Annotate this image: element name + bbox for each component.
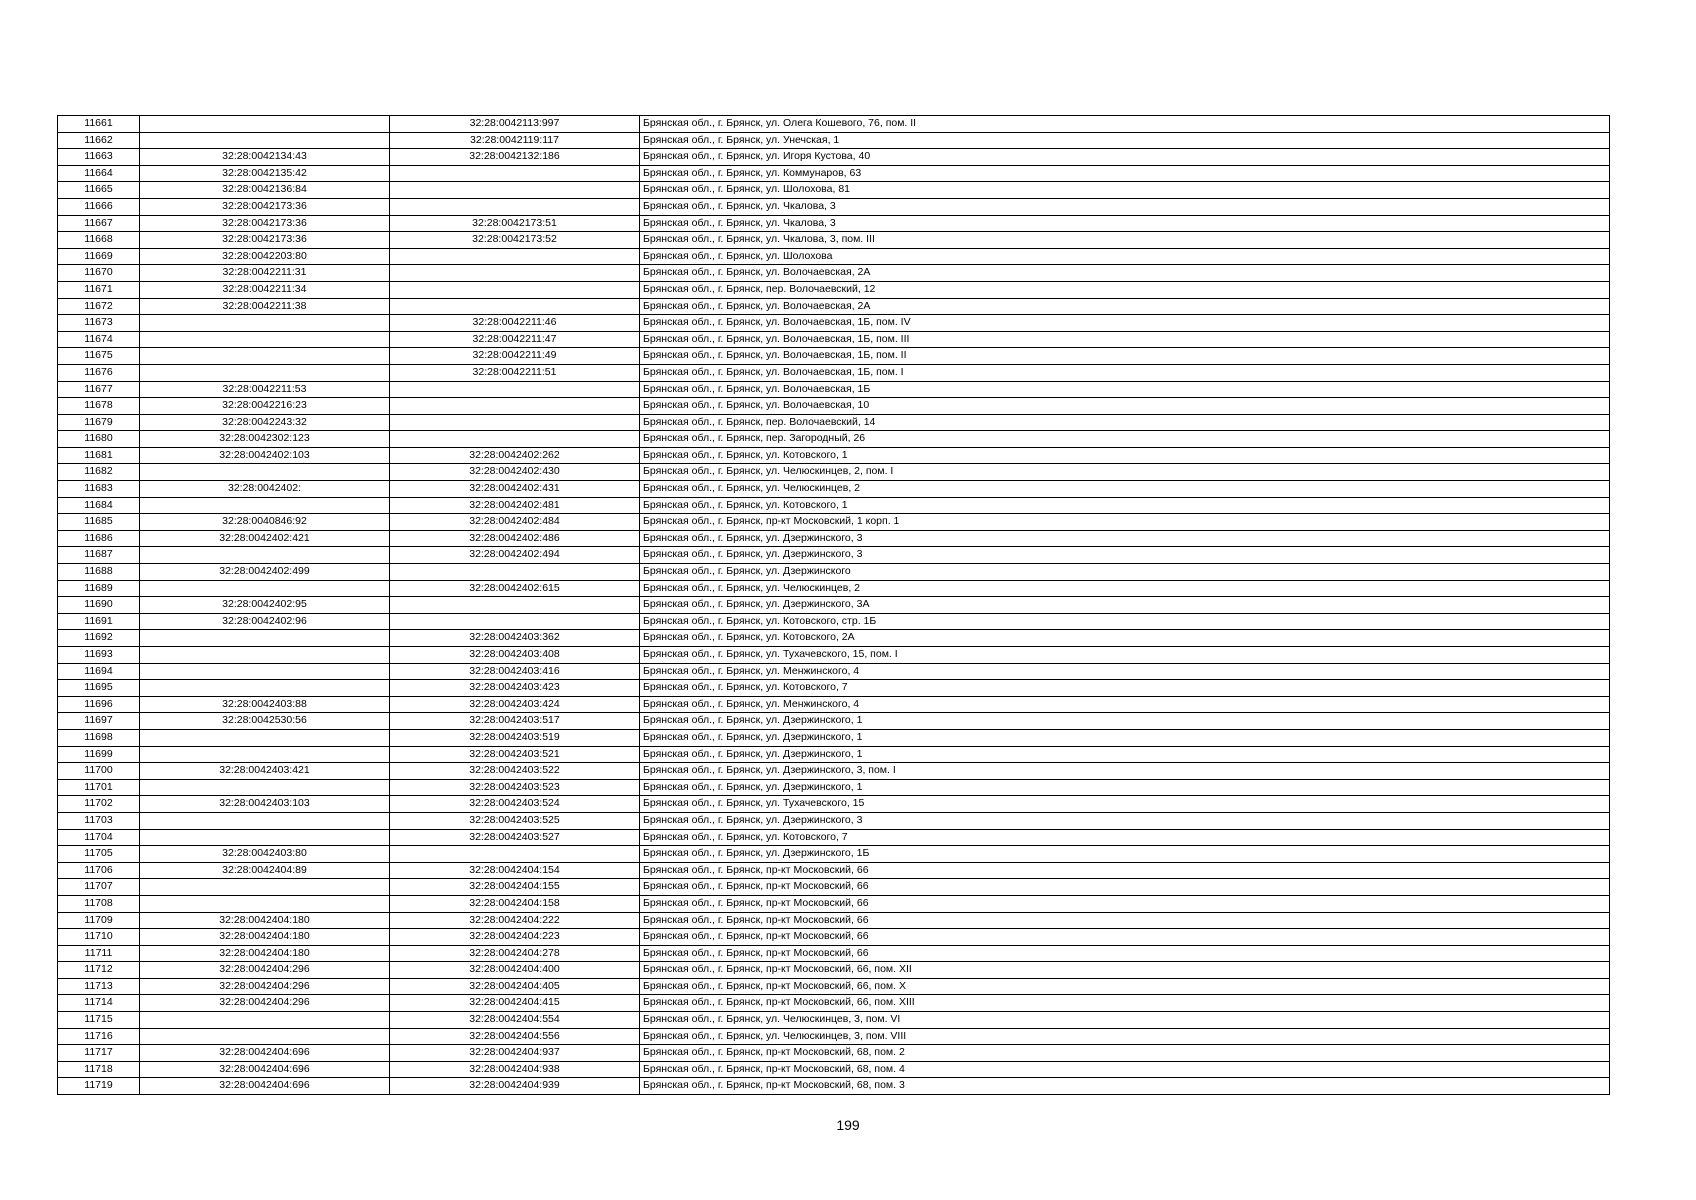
- object-cadastral-number-cell: 32:28:0042403:416: [390, 663, 640, 680]
- table-row: [58, 1045, 1610, 1062]
- table-row: [58, 1028, 1610, 1045]
- row-number-cell: 11684: [58, 497, 140, 514]
- row-number-cell: 11705: [58, 846, 140, 863]
- address-cell: Брянская обл., г. Брянск, ул. Менжинского, 4: [640, 696, 1610, 713]
- table-row: [58, 530, 1610, 547]
- table-row: [58, 929, 1610, 946]
- table-row: [58, 812, 1610, 829]
- row-number-cell: 11715: [58, 1012, 140, 1029]
- table-row: [58, 580, 1610, 597]
- row-number-cell: 11699: [58, 746, 140, 763]
- land-plot-cadastral-number-cell: 32:28:0042530:56: [140, 713, 390, 730]
- land-plot-cadastral-number-cell: 32:28:0042211:53: [140, 381, 390, 398]
- row-number-cell: 11709: [58, 912, 140, 929]
- address-cell: Брянская обл., г. Брянск, пер. Загородный, 26: [640, 431, 1610, 448]
- table-row: [58, 182, 1610, 199]
- object-cadastral-number-cell: 32:28:0042402:484: [390, 514, 640, 531]
- address-cell: Брянская обл., г. Брянск, ул. Котовского, 7: [640, 829, 1610, 846]
- address-cell: Брянская обл., г. Брянск, пр-кт Московский, 66: [640, 912, 1610, 929]
- land-plot-cadastral-number-cell: 32:28:0040846:92: [140, 514, 390, 531]
- object-cadastral-number-cell: 32:28:0042403:522: [390, 763, 640, 780]
- land-plot-cadastral-number-cell: 32:28:0042402:96: [140, 613, 390, 630]
- address-cell: Брянская обл., г. Брянск, ул. Челюскинцев, 3, пом. VI: [640, 1012, 1610, 1029]
- table-row: [58, 829, 1610, 846]
- land-plot-cadastral-number-cell: 32:28:0042135:42: [140, 165, 390, 182]
- land-plot-cadastral-number-cell: 32:28:0042403:421: [140, 763, 390, 780]
- address-cell: Брянская обл., г. Брянск, ул. Волочаевская, 2А: [640, 265, 1610, 282]
- address-cell: Брянская обл., г. Брянск, ул. Дзержинского, 3, пом. I: [640, 763, 1610, 780]
- land-plot-cadastral-number-cell: [140, 879, 390, 896]
- table-row: [58, 464, 1610, 481]
- land-plot-cadastral-number-cell: 32:28:0042403:88: [140, 696, 390, 713]
- land-plot-cadastral-number-cell: [140, 746, 390, 763]
- table-row: [58, 132, 1610, 149]
- land-plot-cadastral-number-cell: [140, 464, 390, 481]
- object-cadastral-number-cell: [390, 597, 640, 614]
- address-cell: Брянская обл., г. Брянск, ул. Чкалова, 3: [640, 198, 1610, 215]
- row-number-cell: 11697: [58, 713, 140, 730]
- object-cadastral-number-cell: 32:28:0042211:46: [390, 315, 640, 332]
- object-cadastral-number-cell: 32:28:0042402:262: [390, 447, 640, 464]
- address-cell: Брянская обл., г. Брянск, ул. Дзержинского: [640, 564, 1610, 581]
- row-number-cell: 11695: [58, 680, 140, 697]
- row-number-cell: 11711: [58, 945, 140, 962]
- address-cell: Брянская обл., г. Брянск, пр-кт Московский, 66: [640, 929, 1610, 946]
- land-plot-cadastral-number-cell: [140, 348, 390, 365]
- table-row: [58, 547, 1610, 564]
- row-number-cell: 11688: [58, 564, 140, 581]
- table-row: [58, 447, 1610, 464]
- object-cadastral-number-cell: 32:28:0042132:186: [390, 149, 640, 166]
- row-number-cell: 11679: [58, 414, 140, 431]
- row-number-cell: 11663: [58, 149, 140, 166]
- row-number-cell: 11708: [58, 895, 140, 912]
- object-cadastral-number-cell: 32:28:0042211:47: [390, 331, 640, 348]
- object-cadastral-number-cell: [390, 248, 640, 265]
- table-row: [58, 348, 1610, 365]
- land-plot-cadastral-number-cell: [140, 497, 390, 514]
- object-cadastral-number-cell: 32:28:0042402:486: [390, 530, 640, 547]
- table-row: [58, 1078, 1610, 1095]
- object-cadastral-number-cell: 32:28:0042173:52: [390, 232, 640, 249]
- object-cadastral-number-cell: [390, 265, 640, 282]
- row-number-cell: 11685: [58, 514, 140, 531]
- address-cell: Брянская обл., г. Брянск, ул. Дзержинского, 3: [640, 530, 1610, 547]
- table-row: [58, 364, 1610, 381]
- row-number-cell: 11694: [58, 663, 140, 680]
- table-row: [58, 912, 1610, 929]
- land-plot-cadastral-number-cell: 32:28:0042173:36: [140, 198, 390, 215]
- object-cadastral-number-cell: 32:28:0042404:278: [390, 945, 640, 962]
- land-plot-cadastral-number-cell: 32:28:0042173:36: [140, 215, 390, 232]
- table-row: [58, 613, 1610, 630]
- row-number-cell: 11696: [58, 696, 140, 713]
- row-number-cell: 11691: [58, 613, 140, 630]
- object-cadastral-number-cell: 32:28:0042404:938: [390, 1061, 640, 1078]
- table-row: [58, 663, 1610, 680]
- land-plot-cadastral-number-cell: [140, 132, 390, 149]
- address-cell: Брянская обл., г. Брянск, ул. Котовского, 7: [640, 680, 1610, 697]
- object-cadastral-number-cell: [390, 381, 640, 398]
- row-number-cell: 11668: [58, 232, 140, 249]
- object-cadastral-number-cell: 32:28:0042404:405: [390, 978, 640, 995]
- table-row: [58, 995, 1610, 1012]
- address-cell: Брянская обл., г. Брянск, ул. Дзержинского, 3: [640, 547, 1610, 564]
- row-number-cell: 11710: [58, 929, 140, 946]
- land-plot-cadastral-number-cell: 32:28:0042403:80: [140, 846, 390, 863]
- land-plot-cadastral-number-cell: [140, 779, 390, 796]
- address-cell: Брянская обл., г. Брянск, ул. Котовского, стр. 1Б: [640, 613, 1610, 630]
- row-number-cell: 11673: [58, 315, 140, 332]
- row-number-cell: 11704: [58, 829, 140, 846]
- address-cell: Брянская обл., г. Брянск, пер. Волочаевский, 14: [640, 414, 1610, 431]
- land-plot-cadastral-number-cell: 32:28:0042211:38: [140, 298, 390, 315]
- row-number-cell: 11665: [58, 182, 140, 199]
- object-cadastral-number-cell: [390, 414, 640, 431]
- table-row: [58, 281, 1610, 298]
- object-cadastral-number-cell: [390, 431, 640, 448]
- land-plot-cadastral-number-cell: 32:28:0042243:32: [140, 414, 390, 431]
- land-plot-cadastral-number-cell: 32:28:0042402:: [140, 481, 390, 498]
- object-cadastral-number-cell: [390, 398, 640, 415]
- address-cell: Брянская обл., г. Брянск, ул. Челюскинцев, 2, пом. I: [640, 464, 1610, 481]
- object-cadastral-number-cell: [390, 281, 640, 298]
- object-cadastral-number-cell: 32:28:0042402:615: [390, 580, 640, 597]
- land-plot-cadastral-number-cell: 32:28:0042404:296: [140, 978, 390, 995]
- object-cadastral-number-cell: 32:28:0042404:223: [390, 929, 640, 946]
- address-cell: Брянская обл., г. Брянск, пер. Волочаевский, 12: [640, 281, 1610, 298]
- table-row: [58, 248, 1610, 265]
- table-row: [58, 962, 1610, 979]
- table-row: [58, 1012, 1610, 1029]
- table-row: [58, 746, 1610, 763]
- land-plot-cadastral-number-cell: 32:28:0042404:180: [140, 929, 390, 946]
- object-cadastral-number-cell: 32:28:0042403:519: [390, 729, 640, 746]
- address-cell: Брянская обл., г. Брянск, ул. Игоря Кустова, 40: [640, 149, 1610, 166]
- table-row: [58, 713, 1610, 730]
- land-plot-cadastral-number-cell: 32:28:0042134:43: [140, 149, 390, 166]
- table-row: [58, 779, 1610, 796]
- land-plot-cadastral-number-cell: 32:28:0042402:421: [140, 530, 390, 547]
- table-row: [58, 165, 1610, 182]
- address-cell: Брянская обл., г. Брянск, ул. Котовского, 1: [640, 497, 1610, 514]
- row-number-cell: 11714: [58, 995, 140, 1012]
- address-cell: Брянская обл., г. Брянск, ул. Чкалова, 3, пом. III: [640, 232, 1610, 249]
- table-row: [58, 630, 1610, 647]
- object-cadastral-number-cell: 32:28:0042403:362: [390, 630, 640, 647]
- land-plot-cadastral-number-cell: 32:28:0042404:296: [140, 995, 390, 1012]
- land-plot-cadastral-number-cell: 32:28:0042402:95: [140, 597, 390, 614]
- table-row: [58, 1061, 1610, 1078]
- row-number-cell: 11682: [58, 464, 140, 481]
- object-cadastral-number-cell: [390, 613, 640, 630]
- land-plot-cadastral-number-cell: [140, 729, 390, 746]
- table-row: [58, 895, 1610, 912]
- table-row: [58, 696, 1610, 713]
- row-number-cell: 11662: [58, 132, 140, 149]
- table-row: [58, 232, 1610, 249]
- land-plot-cadastral-number-cell: 32:28:0042404:696: [140, 1045, 390, 1062]
- table-row: [58, 398, 1610, 415]
- object-cadastral-number-cell: 32:28:0042211:51: [390, 364, 640, 381]
- object-cadastral-number-cell: 32:28:0042404:554: [390, 1012, 640, 1029]
- land-plot-cadastral-number-cell: [140, 580, 390, 597]
- table-row: [58, 215, 1610, 232]
- row-number-cell: 11717: [58, 1045, 140, 1062]
- object-cadastral-number-cell: [390, 182, 640, 199]
- row-number-cell: 11676: [58, 364, 140, 381]
- address-cell: Брянская обл., г. Брянск, ул. Волочаевская, 1Б, пом. III: [640, 331, 1610, 348]
- land-plot-cadastral-number-cell: [140, 364, 390, 381]
- table-row: [58, 315, 1610, 332]
- address-cell: Брянская обл., г. Брянск, ул. Котовского, 2А: [640, 630, 1610, 647]
- row-number-cell: 11675: [58, 348, 140, 365]
- address-cell: Брянская обл., г. Брянск, ул. Челюскинцев, 2: [640, 481, 1610, 498]
- land-plot-cadastral-number-cell: 32:28:0042203:80: [140, 248, 390, 265]
- address-cell: Брянская обл., г. Брянск, пр-кт Московский, 68, пом. 3: [640, 1078, 1610, 1095]
- object-cadastral-number-cell: 32:28:0042403:525: [390, 812, 640, 829]
- row-number-cell: 11689: [58, 580, 140, 597]
- object-cadastral-number-cell: 32:28:0042403:523: [390, 779, 640, 796]
- object-cadastral-number-cell: 32:28:0042404:222: [390, 912, 640, 929]
- row-number-cell: 11692: [58, 630, 140, 647]
- address-cell: Брянская обл., г. Брянск, ул. Волочаевская, 1Б, пом. I: [640, 364, 1610, 381]
- row-number-cell: 11674: [58, 331, 140, 348]
- address-cell: Брянская обл., г. Брянск, пр-кт Московский, 66: [640, 879, 1610, 896]
- land-plot-cadastral-number-cell: [140, 630, 390, 647]
- land-plot-cadastral-number-cell: [140, 663, 390, 680]
- land-plot-cadastral-number-cell: [140, 1028, 390, 1045]
- address-cell: Брянская обл., г. Брянск, ул. Волочаевская, 1Б, пом. II: [640, 348, 1610, 365]
- row-number-cell: 11703: [58, 812, 140, 829]
- row-number-cell: 11702: [58, 796, 140, 813]
- row-number-cell: 11706: [58, 862, 140, 879]
- table-row: [58, 381, 1610, 398]
- table-row: [58, 265, 1610, 282]
- row-number-cell: 11719: [58, 1078, 140, 1095]
- address-cell: Брянская обл., г. Брянск, ул. Дзержинского, 3: [640, 812, 1610, 829]
- object-cadastral-number-cell: 32:28:0042404:158: [390, 895, 640, 912]
- table-row: [58, 729, 1610, 746]
- row-number-cell: 11672: [58, 298, 140, 315]
- land-plot-cadastral-number-cell: [140, 1012, 390, 1029]
- row-number-cell: 11680: [58, 431, 140, 448]
- table-row: [58, 431, 1610, 448]
- object-cadastral-number-cell: [390, 198, 640, 215]
- row-number-cell: 11661: [58, 116, 140, 133]
- land-plot-cadastral-number-cell: 32:28:0042404:180: [140, 912, 390, 929]
- object-cadastral-number-cell: 32:28:0042403:517: [390, 713, 640, 730]
- address-cell: Брянская обл., г. Брянск, пр-кт Московский, 66, пом. X: [640, 978, 1610, 995]
- object-cadastral-number-cell: [390, 846, 640, 863]
- address-cell: Брянская обл., г. Брянск, ул. Дзержинского, 1: [640, 746, 1610, 763]
- address-cell: Брянская обл., г. Брянск, ул. Дзержинского, 1: [640, 729, 1610, 746]
- object-cadastral-number-cell: 32:28:0042403:408: [390, 647, 640, 664]
- address-cell: Брянская обл., г. Брянск, ул. Тухачевского, 15: [640, 796, 1610, 813]
- object-cadastral-number-cell: 32:28:0042113:997: [390, 116, 640, 133]
- land-plot-cadastral-number-cell: [140, 315, 390, 332]
- row-number-cell: 11698: [58, 729, 140, 746]
- table-row: [58, 846, 1610, 863]
- address-cell: Брянская обл., г. Брянск, ул. Волочаевская, 2А: [640, 298, 1610, 315]
- table-row: [58, 116, 1610, 133]
- row-number-cell: 11683: [58, 481, 140, 498]
- land-plot-cadastral-number-cell: 32:28:0042403:103: [140, 796, 390, 813]
- row-number-cell: 11707: [58, 879, 140, 896]
- row-number-cell: 11667: [58, 215, 140, 232]
- address-cell: Брянская обл., г. Брянск, пр-кт Московский, 68, пом. 4: [640, 1061, 1610, 1078]
- table-row: [58, 862, 1610, 879]
- table-row: [58, 763, 1610, 780]
- table-row: [58, 879, 1610, 896]
- land-plot-cadastral-number-cell: [140, 547, 390, 564]
- object-cadastral-number-cell: 32:28:0042403:423: [390, 680, 640, 697]
- table-row: [58, 149, 1610, 166]
- row-number-cell: 11701: [58, 779, 140, 796]
- object-cadastral-number-cell: 32:28:0042404:155: [390, 879, 640, 896]
- land-plot-cadastral-number-cell: [140, 331, 390, 348]
- land-plot-cadastral-number-cell: [140, 647, 390, 664]
- row-number-cell: 11686: [58, 530, 140, 547]
- table-row: [58, 597, 1610, 614]
- table-row: [58, 514, 1610, 531]
- land-plot-cadastral-number-cell: 32:28:0042302:123: [140, 431, 390, 448]
- land-plot-cadastral-number-cell: 32:28:0042211:34: [140, 281, 390, 298]
- address-cell: Брянская обл., г. Брянск, ул. Волочаевская, 1Б, пом. IV: [640, 315, 1610, 332]
- object-cadastral-number-cell: 32:28:0042403:527: [390, 829, 640, 846]
- address-cell: Брянская обл., г. Брянск, ул. Менжинского, 4: [640, 663, 1610, 680]
- table-row: [58, 796, 1610, 813]
- object-cadastral-number-cell: 32:28:0042402:494: [390, 547, 640, 564]
- table-row: [58, 564, 1610, 581]
- address-cell: Брянская обл., г. Брянск, ул. Волочаевская, 1Б: [640, 381, 1610, 398]
- table-row: [58, 945, 1610, 962]
- row-number-cell: 11687: [58, 547, 140, 564]
- address-cell: Брянская обл., г. Брянск, ул. Шолохова: [640, 248, 1610, 265]
- object-cadastral-number-cell: 32:28:0042402:430: [390, 464, 640, 481]
- address-cell: Брянская обл., г. Брянск, ул. Дзержинского, 1: [640, 713, 1610, 730]
- address-cell: Брянская обл., г. Брянск, пр-кт Московский, 66, пом. XII: [640, 962, 1610, 979]
- address-cell: Брянская обл., г. Брянск, ул. Котовского, 1: [640, 447, 1610, 464]
- land-plot-cadastral-number-cell: 32:28:0042404:696: [140, 1078, 390, 1095]
- address-cell: Брянская обл., г. Брянск, ул. Волочаевская, 10: [640, 398, 1610, 415]
- address-cell: Брянская обл., г. Брянск, ул. Шолохова, 81: [640, 182, 1610, 199]
- land-plot-cadastral-number-cell: 32:28:0042216:23: [140, 398, 390, 415]
- registry-body: [58, 116, 1610, 1095]
- row-number-cell: 11690: [58, 597, 140, 614]
- land-plot-cadastral-number-cell: [140, 116, 390, 133]
- table-row: [58, 978, 1610, 995]
- address-cell: Брянская обл., г. Брянск, ул. Дзержинского, 1: [640, 779, 1610, 796]
- address-cell: Брянская обл., г. Брянск, пр-кт Московский, 1 корп. 1: [640, 514, 1610, 531]
- object-cadastral-number-cell: [390, 298, 640, 315]
- table-row: [58, 680, 1610, 697]
- land-plot-cadastral-number-cell: 32:28:0042136:84: [140, 182, 390, 199]
- table-row: [58, 647, 1610, 664]
- address-cell: Брянская обл., г. Брянск, ул. Дзержинского, 3А: [640, 597, 1610, 614]
- land-plot-cadastral-number-cell: [140, 829, 390, 846]
- land-plot-cadastral-number-cell: 32:28:0042404:296: [140, 962, 390, 979]
- address-cell: Брянская обл., г. Брянск, пр-кт Московский, 66: [640, 862, 1610, 879]
- object-cadastral-number-cell: 32:28:0042404:556: [390, 1028, 640, 1045]
- land-plot-cadastral-number-cell: 32:28:0042211:31: [140, 265, 390, 282]
- table-row: [58, 414, 1610, 431]
- address-cell: Брянская обл., г. Брянск, ул. Челюскинцев, 3, пом. VIII: [640, 1028, 1610, 1045]
- object-cadastral-number-cell: [390, 165, 640, 182]
- land-plot-cadastral-number-cell: 32:28:0042404:696: [140, 1061, 390, 1078]
- row-number-cell: 11700: [58, 763, 140, 780]
- address-cell: Брянская обл., г. Брянск, пр-кт Московский, 66, пом. XIII: [640, 995, 1610, 1012]
- land-plot-cadastral-number-cell: [140, 895, 390, 912]
- row-number-cell: 11677: [58, 381, 140, 398]
- table-row: [58, 481, 1610, 498]
- row-number-cell: 11693: [58, 647, 140, 664]
- address-cell: Брянская обл., г. Брянск, пр-кт Московский, 68, пом. 2: [640, 1045, 1610, 1062]
- row-number-cell: 11712: [58, 962, 140, 979]
- object-cadastral-number-cell: [390, 564, 640, 581]
- land-plot-cadastral-number-cell: 32:28:0042173:36: [140, 232, 390, 249]
- object-cadastral-number-cell: 32:28:0042404:939: [390, 1078, 640, 1095]
- address-cell: Брянская обл., г. Брянск, пр-кт Московский, 66: [640, 945, 1610, 962]
- row-number-cell: 11666: [58, 198, 140, 215]
- address-cell: Брянская обл., г. Брянск, ул. Челюскинцев, 2: [640, 580, 1610, 597]
- object-cadastral-number-cell: 32:28:0042404:154: [390, 862, 640, 879]
- object-cadastral-number-cell: 32:28:0042403:521: [390, 746, 640, 763]
- table-row: [58, 331, 1610, 348]
- land-plot-cadastral-number-cell: [140, 680, 390, 697]
- row-number-cell: 11713: [58, 978, 140, 995]
- land-plot-cadastral-number-cell: [140, 812, 390, 829]
- table-row: [58, 298, 1610, 315]
- table-row: [58, 497, 1610, 514]
- object-cadastral-number-cell: 32:28:0042404:400: [390, 962, 640, 979]
- row-number-cell: 11670: [58, 265, 140, 282]
- row-number-cell: 11669: [58, 248, 140, 265]
- address-cell: Брянская обл., г. Брянск, пр-кт Московский, 66: [640, 895, 1610, 912]
- page-number: 199: [836, 1117, 860, 1133]
- land-plot-cadastral-number-cell: 32:28:0042402:103: [140, 447, 390, 464]
- object-cadastral-number-cell: 32:28:0042403:524: [390, 796, 640, 813]
- address-cell: Брянская обл., г. Брянск, ул. Унечская, 1: [640, 132, 1610, 149]
- address-cell: Брянская обл., г. Брянск, ул. Тухачевского, 15, пом. I: [640, 647, 1610, 664]
- row-number-cell: 11681: [58, 447, 140, 464]
- land-plot-cadastral-number-cell: 32:28:0042404:89: [140, 862, 390, 879]
- object-cadastral-number-cell: 32:28:0042402:481: [390, 497, 640, 514]
- address-cell: Брянская обл., г. Брянск, ул. Чкалова, 3: [640, 215, 1610, 232]
- object-cadastral-number-cell: 32:28:0042403:424: [390, 696, 640, 713]
- table-row: [58, 198, 1610, 215]
- row-number-cell: 11664: [58, 165, 140, 182]
- row-number-cell: 11718: [58, 1061, 140, 1078]
- row-number-cell: 11716: [58, 1028, 140, 1045]
- object-cadastral-number-cell: 32:28:0042404:937: [390, 1045, 640, 1062]
- object-cadastral-number-cell: 32:28:0042404:415: [390, 995, 640, 1012]
- object-cadastral-number-cell: 32:28:0042211:49: [390, 348, 640, 365]
- registry-table: [57, 115, 1610, 1095]
- object-cadastral-number-cell: 32:28:0042173:51: [390, 215, 640, 232]
- row-number-cell: 11671: [58, 281, 140, 298]
- address-cell: Брянская обл., г. Брянск, ул. Коммунаров, 63: [640, 165, 1610, 182]
- row-number-cell: 11678: [58, 398, 140, 415]
- object-cadastral-number-cell: 32:28:0042402:431: [390, 481, 640, 498]
- address-cell: Брянская обл., г. Брянск, ул. Олега Кошевого, 76, пом. II: [640, 116, 1610, 133]
- object-cadastral-number-cell: 32:28:0042119:117: [390, 132, 640, 149]
- address-cell: Брянская обл., г. Брянск, ул. Дзержинского, 1Б: [640, 846, 1610, 863]
- land-plot-cadastral-number-cell: 32:28:0042404:180: [140, 945, 390, 962]
- land-plot-cadastral-number-cell: 32:28:0042402:499: [140, 564, 390, 581]
